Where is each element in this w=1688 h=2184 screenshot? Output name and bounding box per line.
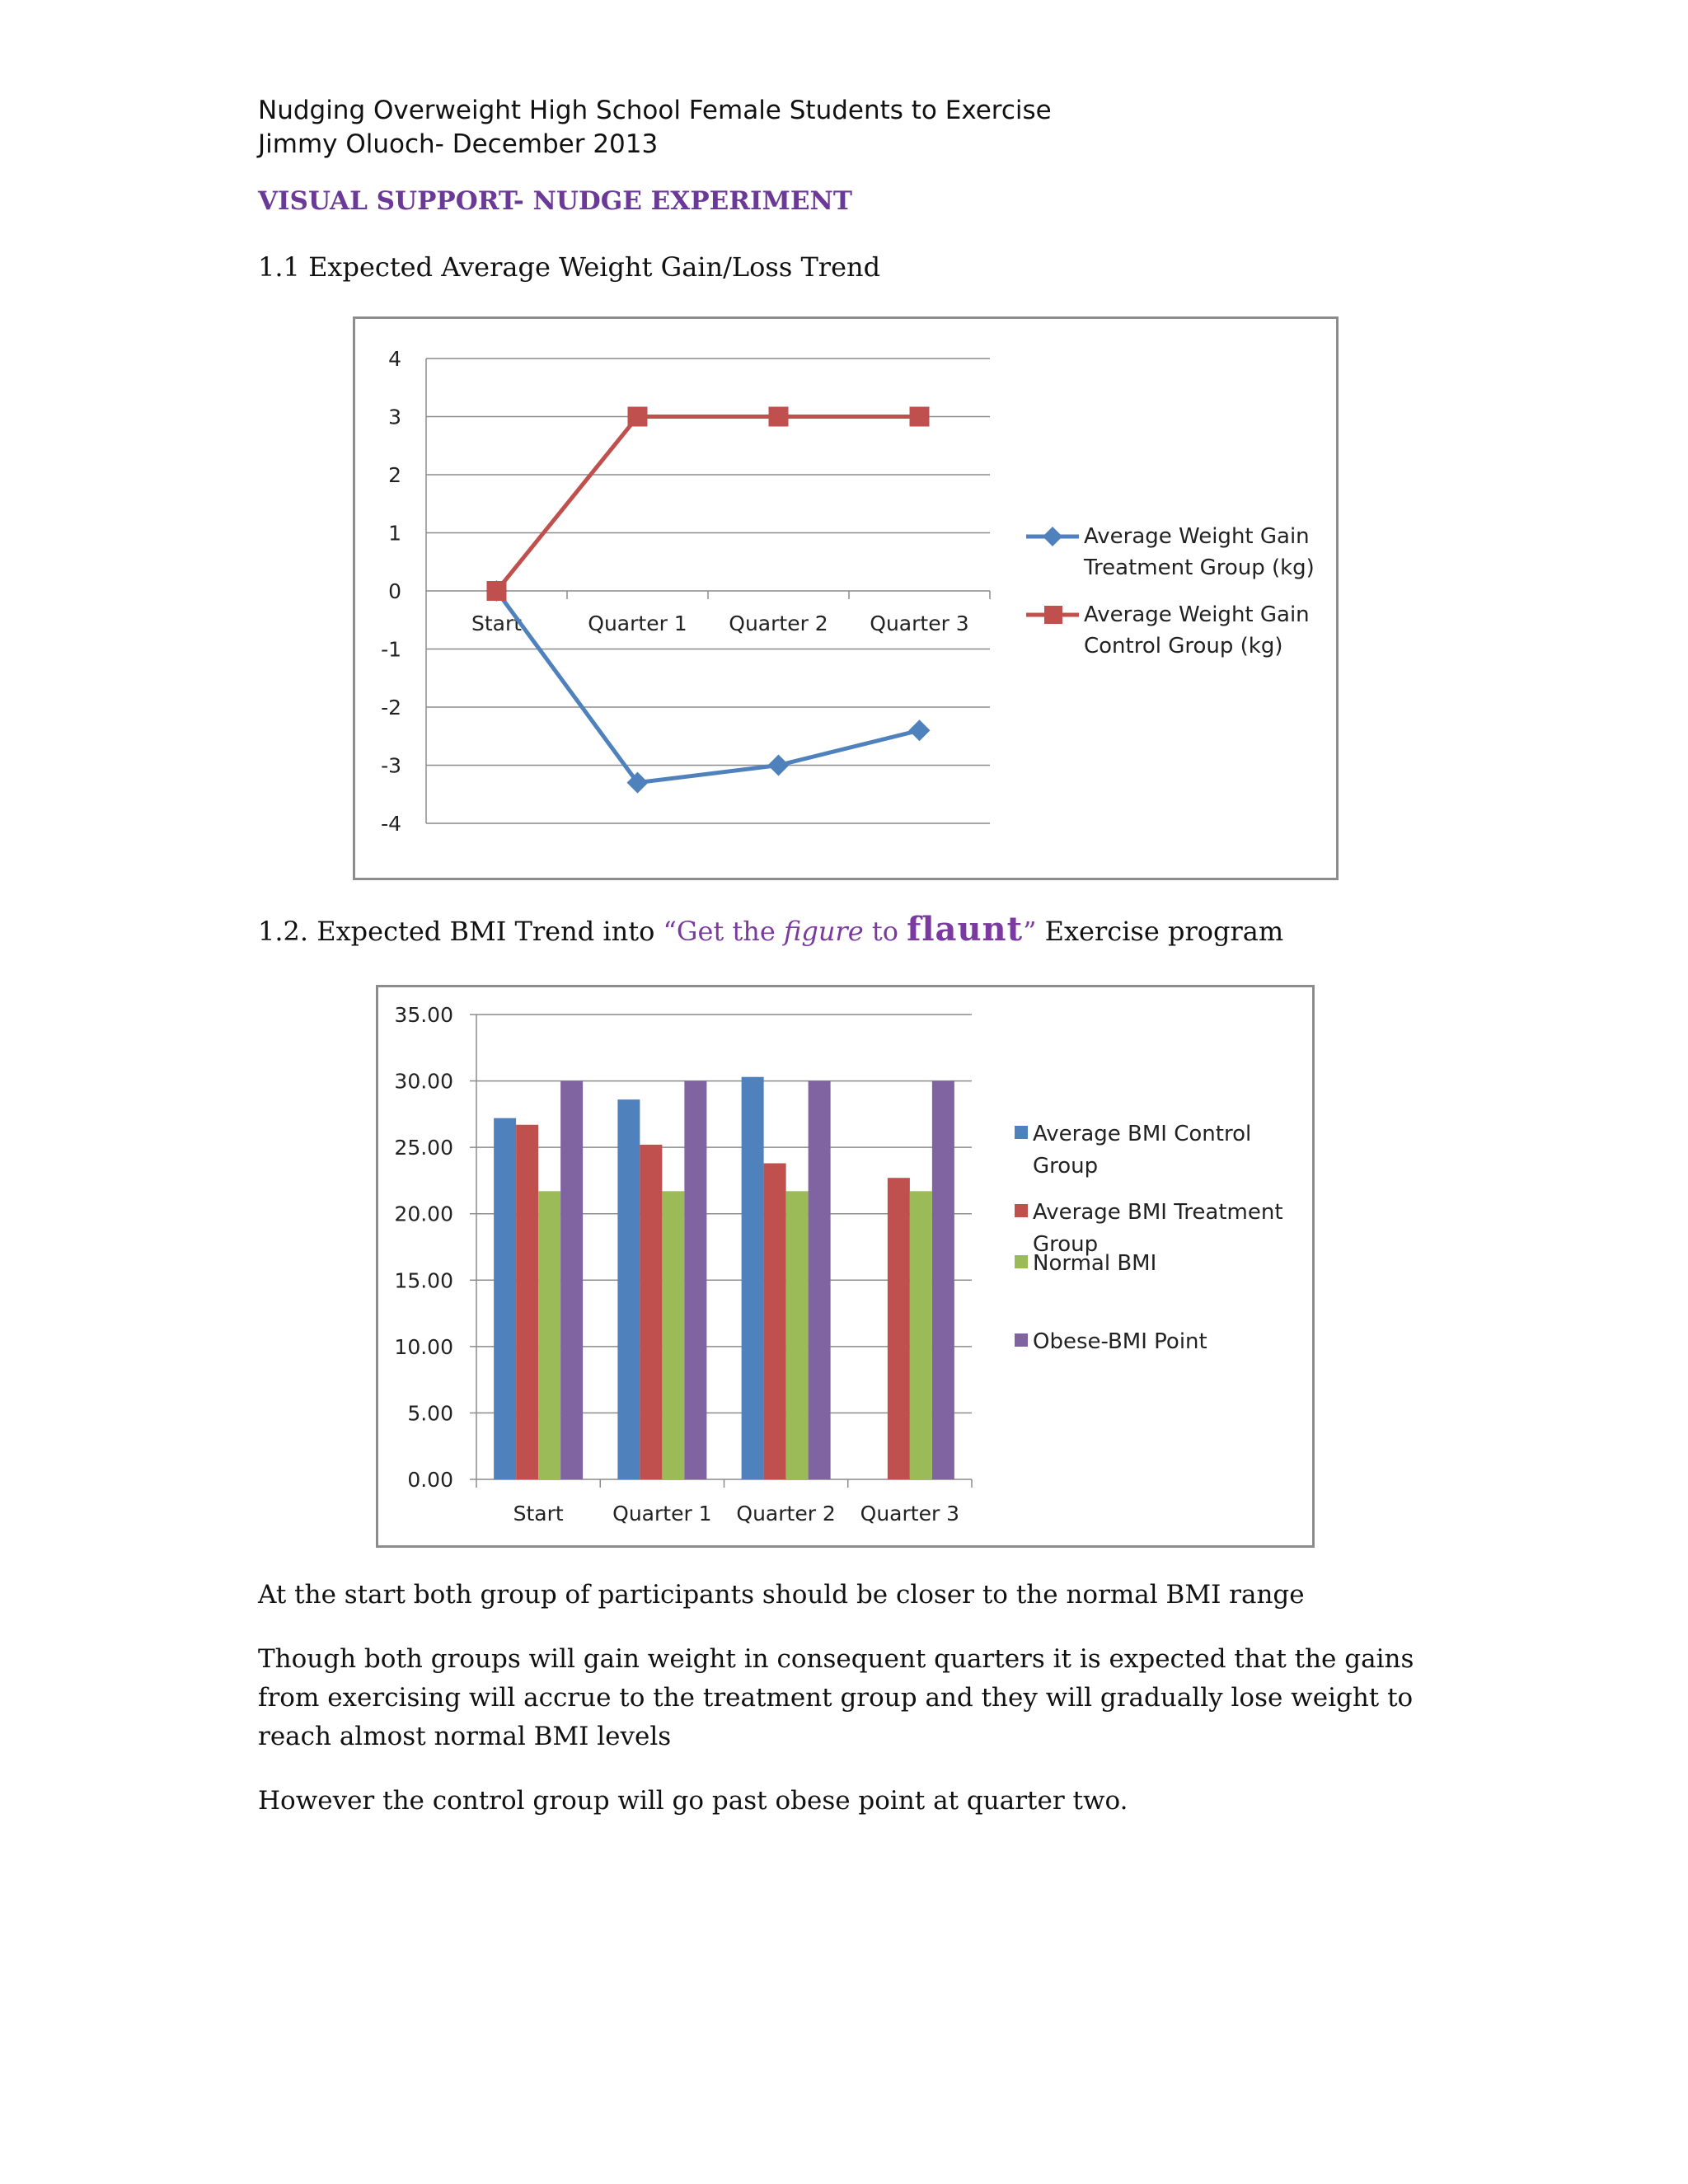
x-tick-label: Quarter 1 bbox=[588, 612, 687, 635]
paragraph-start: At the start both group of participants should be closer to the normal BMI range bbox=[258, 1580, 1305, 1610]
x-tick-label: Quarter 2 bbox=[729, 612, 828, 635]
legend-label: Group bbox=[1033, 1154, 1099, 1179]
y-tick-label: 35.00 bbox=[394, 1003, 453, 1027]
y-tick-label: 15.00 bbox=[394, 1268, 453, 1293]
legend-swatch bbox=[1015, 1255, 1028, 1268]
legend-label: Treatment Group (kg) bbox=[1084, 555, 1315, 580]
x-tick-label: Quarter 3 bbox=[860, 1502, 960, 1526]
bar bbox=[786, 1191, 809, 1479]
subtitle-bmi-trend bbox=[258, 910, 1283, 949]
y-tick-label: 2 bbox=[388, 463, 401, 487]
y-tick-label: 30.00 bbox=[394, 1069, 453, 1094]
bar bbox=[516, 1125, 538, 1479]
x-tick-label: Start bbox=[513, 1502, 564, 1526]
subtitle-bmi-quote-close: ” bbox=[1023, 916, 1037, 947]
weight-trend-chart bbox=[355, 319, 1336, 878]
data-point-marker bbox=[909, 719, 931, 741]
bar bbox=[617, 1099, 640, 1479]
legend-label: Average BMI Treatment bbox=[1033, 1200, 1283, 1225]
y-tick-label: 20.00 bbox=[394, 1202, 453, 1226]
series-line bbox=[497, 591, 920, 783]
data-point-marker bbox=[768, 755, 790, 776]
y-tick-label: -2 bbox=[381, 696, 401, 719]
y-tick-label: 4 bbox=[388, 347, 401, 371]
legend-swatch bbox=[1015, 1204, 1028, 1217]
legend-label: Obese-BMI Point bbox=[1033, 1329, 1207, 1354]
data-point-marker bbox=[769, 407, 789, 427]
bar bbox=[560, 1081, 583, 1479]
y-tick-label: 5.00 bbox=[407, 1401, 453, 1426]
series-line bbox=[497, 417, 920, 592]
y-tick-label: 0 bbox=[388, 579, 401, 603]
subtitle-bmi-quote-open: “Get the bbox=[663, 916, 784, 947]
legend-label: Control Group (kg) bbox=[1084, 634, 1283, 658]
y-tick-label: 25.00 bbox=[394, 1136, 453, 1160]
section-title: VISUAL SUPPORT- NUDGE EXPERIMENT bbox=[258, 186, 852, 216]
legend-swatch bbox=[1015, 1333, 1028, 1347]
y-tick-label: 1 bbox=[388, 521, 401, 546]
legend-marker bbox=[1044, 606, 1062, 624]
subtitle-bmi-suffix: Exercise program bbox=[1036, 916, 1284, 947]
bar bbox=[910, 1191, 932, 1479]
subtitle-bmi-prefix: 1.2. Expected BMI Trend into bbox=[258, 916, 663, 947]
legend-label: Average Weight Gain bbox=[1084, 524, 1310, 549]
data-point-marker bbox=[487, 581, 507, 601]
bar bbox=[640, 1145, 662, 1479]
paragraph-control: However the control group will go past obese point at quarter two. bbox=[258, 1786, 1128, 1816]
bar bbox=[888, 1178, 910, 1479]
bar bbox=[932, 1081, 954, 1479]
legend-label: Average Weight Gain bbox=[1084, 602, 1310, 627]
bar bbox=[662, 1191, 684, 1479]
x-tick-label: Quarter 1 bbox=[612, 1502, 712, 1526]
paragraph-gains: Though both groups will gain weight in consequent quarters it is expected that the gains from exercising will accrue to the treatment group and they will gradually lose weight to reach almost normal BMI levels bbox=[258, 1644, 1414, 1751]
subtitle-weight-trend: 1.1 Expected Average Weight Gain/Loss Trend bbox=[258, 251, 881, 283]
bar bbox=[494, 1118, 516, 1479]
legend-label: Average BMI Control bbox=[1033, 1122, 1252, 1146]
legend-label: Group bbox=[1033, 1232, 1099, 1257]
subtitle-bmi-flaunt: flaunt bbox=[907, 910, 1024, 949]
document-header-title: Nudging Overweight High School Female Students to Exercise bbox=[258, 96, 1052, 125]
bar bbox=[764, 1163, 786, 1479]
x-tick-label: Quarter 3 bbox=[870, 612, 969, 635]
bar bbox=[809, 1081, 831, 1479]
document-header-author: Jimmy Oluoch- December 2013 bbox=[258, 129, 659, 159]
y-tick-label: -1 bbox=[381, 637, 401, 662]
y-tick-label: 0.00 bbox=[407, 1468, 453, 1492]
bmi-trend-chart bbox=[378, 987, 1312, 1545]
subtitle-bmi-figure: figure bbox=[783, 916, 864, 947]
bar bbox=[742, 1077, 764, 1479]
legend-label: Normal BMI bbox=[1033, 1251, 1157, 1276]
data-point-marker bbox=[910, 407, 930, 427]
bmi-chart-frame bbox=[376, 985, 1315, 1548]
y-tick-label: -3 bbox=[381, 753, 401, 778]
x-tick-label: Start bbox=[471, 612, 523, 635]
legend-swatch bbox=[1015, 1126, 1028, 1139]
subtitle-bmi-to: to bbox=[863, 916, 907, 947]
weight-chart-frame bbox=[353, 316, 1339, 880]
bar bbox=[684, 1081, 706, 1479]
x-tick-label: Quarter 2 bbox=[736, 1502, 836, 1526]
legend-marker bbox=[1043, 527, 1062, 546]
y-tick-label: 3 bbox=[388, 405, 401, 429]
y-tick-label: 10.00 bbox=[394, 1334, 453, 1359]
y-tick-label: -4 bbox=[381, 812, 401, 836]
bar bbox=[538, 1191, 560, 1479]
data-point-marker bbox=[628, 407, 648, 427]
